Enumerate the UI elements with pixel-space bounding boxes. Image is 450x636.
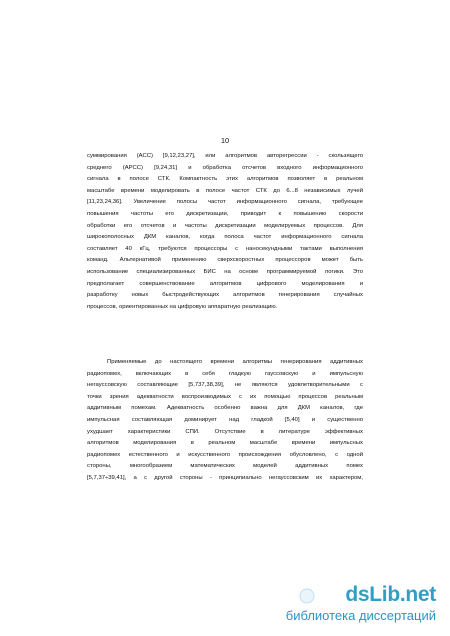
text-line: использование специализированных БИС на основе программируемой логики. Это xyxy=(87,268,363,275)
text-line: [5,7,37÷39,41], а с другой стороны - принципиально негауссовским их характером, xyxy=(87,474,363,481)
text-line: процессов, ориентированных на цифровую аппаратную реализацию. xyxy=(87,303,278,310)
page-number: 10 xyxy=(220,136,230,145)
text-line: широкополосных ДКМ каналов, когда полоса частот информационного сигнала xyxy=(87,234,363,241)
text-line: масштабе времени моделировать в полосе частот СТК до 6...8 независимых лучей xyxy=(87,187,363,194)
text-line: импульсная составляющая доминирует над гладкой [5,40] и существенно xyxy=(87,416,363,423)
text-line: суммирования (АСС) [9,12,23,27], или алгоритмов авторегрессии - скользящего xyxy=(87,153,363,159)
text-line: сигнала в полосе СТК. Компактность этих алгоритмов позволяет в реальном xyxy=(87,176,363,183)
text-line: аддитивным помехам. Адекватность особенно важна для ДКМ каналов, где xyxy=(87,405,363,412)
text-line: радиопомех естественного и искусственного происхождения обусловлено, с одной xyxy=(87,451,363,458)
text-line: ухудшает характеристики СПИ. Отсутствие в литературе эффективных xyxy=(87,428,363,435)
text-line: команд. Альтернативой применению сверхскоростных процессоров может быть xyxy=(87,257,363,264)
paragraph-1 xyxy=(87,151,363,313)
text-line: радиопомех, включающих в себя гладкую гауссовскую и импульсную xyxy=(87,370,363,377)
text-line: среднего (АРСС) [9,24,31] и обработка отсчетов входного информационного xyxy=(87,164,363,171)
text-line: повышения частоты его дискретизации, приводит к повышению скорости xyxy=(87,210,363,217)
text-line: алгоритмов моделирования в реальном масштабе времени импульсных xyxy=(87,440,363,447)
text-line: стороны, многообразием математических моделей аддитивных помех xyxy=(87,463,363,470)
text-line: [11,23,24,36]. Увеличение полосы частот информационного сигнала, требующее xyxy=(87,199,363,206)
text-line: точки зрения адекватности воспроизводимых с их помощью процессов реальным xyxy=(87,393,363,400)
text-line: обработки его отсчетов и частоты дискретизации моделируемых процессов. Для xyxy=(87,222,363,229)
paragraph-2 xyxy=(87,357,363,485)
text-line: предполагает совершенствование алгоритмов цифрового моделирования и xyxy=(87,280,363,287)
text-line: составляет 40 кГц, требуются процессоры с наносекундными тактами выполнения xyxy=(87,245,363,252)
watermark-subtitle: библиотека диссертаций xyxy=(285,608,436,623)
text-line: разработку новых быстродействующих алгоритмов генерирования случайных xyxy=(87,292,363,299)
dslib-watermark[interactable] xyxy=(285,583,436,631)
dslib-logo-icon xyxy=(298,587,316,605)
watermark-logo-text: dsLib.net xyxy=(345,583,436,606)
text-line: негауссовскую составляющие [5,737,38,39], не являются удовлетворительными с xyxy=(87,382,363,389)
text-line: Применяемые до настоящего времени алгоритмы генерирования аддитивных xyxy=(107,359,363,365)
